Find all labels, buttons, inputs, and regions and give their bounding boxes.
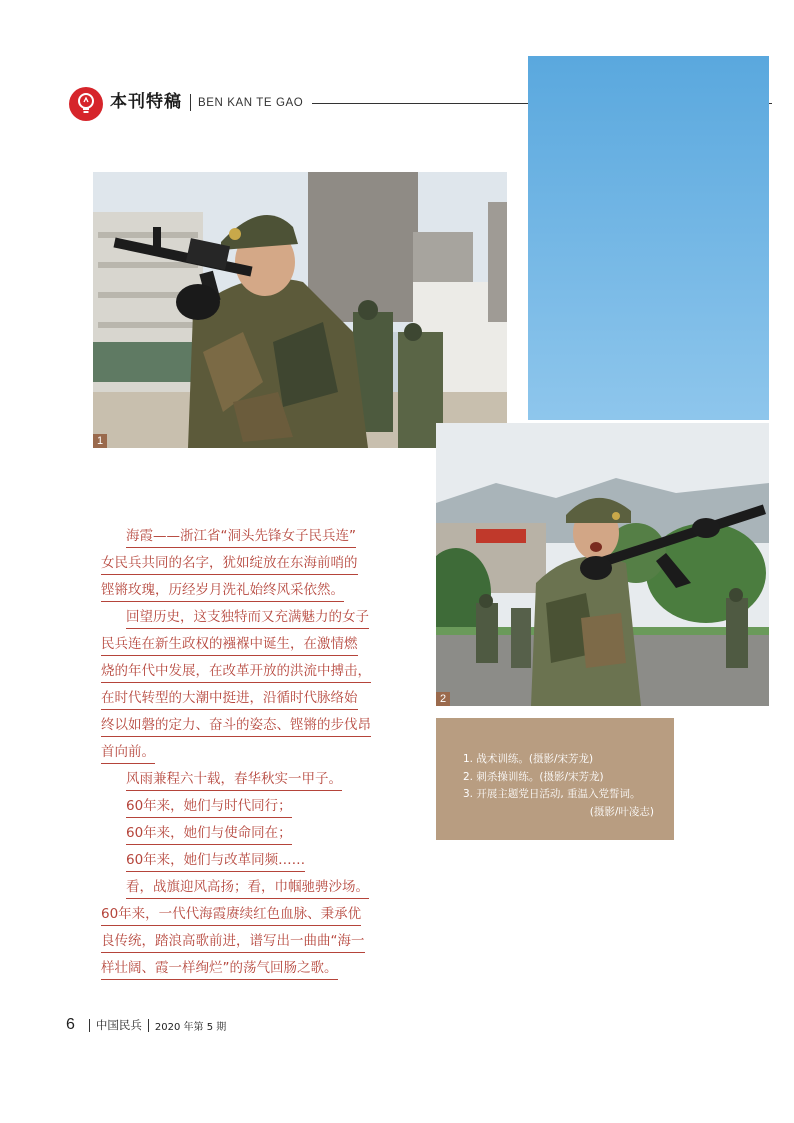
body-line: 海霞——浙江省“洞头先锋女子民兵连” <box>126 526 356 548</box>
body-line: 60年来，她们与时代同行； <box>126 796 292 818</box>
body-line: 铿锵玫瑰，历经岁月洗礼始终风采依然。 <box>101 580 344 602</box>
caption-credit: (摄影/叶凌志) <box>589 805 654 818</box>
photo-bayonet-drill <box>436 423 769 706</box>
page-number: 6 <box>66 1016 75 1033</box>
decorative-panel <box>528 56 769 420</box>
footer-divider <box>89 1019 90 1032</box>
footer-divider <box>148 1019 149 1032</box>
caption-line: 3. 开展主题党日活动, 重温入党誓词。 <box>463 788 641 800</box>
issue-label: 2020 年第 5 期 <box>154 1021 227 1033</box>
body-line: 终以如磐的定力、奋斗的姿态、铿锵的步伐昂 <box>101 715 371 737</box>
body-line: 60年来，一代代海霞赓续红色血脉、秉承优 <box>101 904 361 926</box>
body-line: 良传统，踏浪高歌前进，谱写出一曲曲“海一 <box>101 931 365 953</box>
column-title: 本刊特稿 <box>110 92 182 112</box>
lightbulb-logo-icon <box>69 87 103 121</box>
body-line: 首向前。 <box>101 742 155 764</box>
body-line: 在时代转型的大潮中挺进，沿循时代脉络始 <box>101 688 358 710</box>
page-footer <box>66 1016 226 1034</box>
body-line: 民兵连在新生政权的襁褓中诞生，在激情燃 <box>101 634 358 656</box>
caption-line: 2. 刺杀操训练。(摄影/宋芳龙) <box>463 770 604 783</box>
photo-number-badge: 2 <box>436 692 450 706</box>
article-body <box>101 524 371 983</box>
body-line: 看，战旗迎风高扬；看，巾帼驰骋沙场。 <box>126 877 369 899</box>
body-line: 女民兵共同的名字，犹如绽放在东海前哨的 <box>101 553 358 575</box>
body-line: 60年来，她们与使命同在； <box>126 823 292 845</box>
body-line: 烧的年代中发展，在改革开放的洪流中搏击， <box>101 661 371 683</box>
caption-line: 1. 战术训练。(摄影/宋芳龙) <box>463 753 594 765</box>
photo-tactical-training <box>93 172 507 448</box>
photo-captions <box>436 718 674 840</box>
column-subtitle: BEN KAN TE GAO <box>198 97 304 109</box>
body-line: 60年来，她们与改革同频…… <box>126 850 305 872</box>
body-line: 样壮阔、霞一样绚烂”的荡气回肠之歌。 <box>101 958 338 980</box>
photo-number-badge: 1 <box>93 434 107 448</box>
magazine-name: 中国民兵 <box>95 1018 142 1032</box>
body-line: 回望历史，这支独特而又充满魅力的女子 <box>126 607 369 629</box>
body-line: 风雨兼程六十载，春华秋实一甲子。 <box>126 769 342 791</box>
header-divider <box>190 94 191 111</box>
